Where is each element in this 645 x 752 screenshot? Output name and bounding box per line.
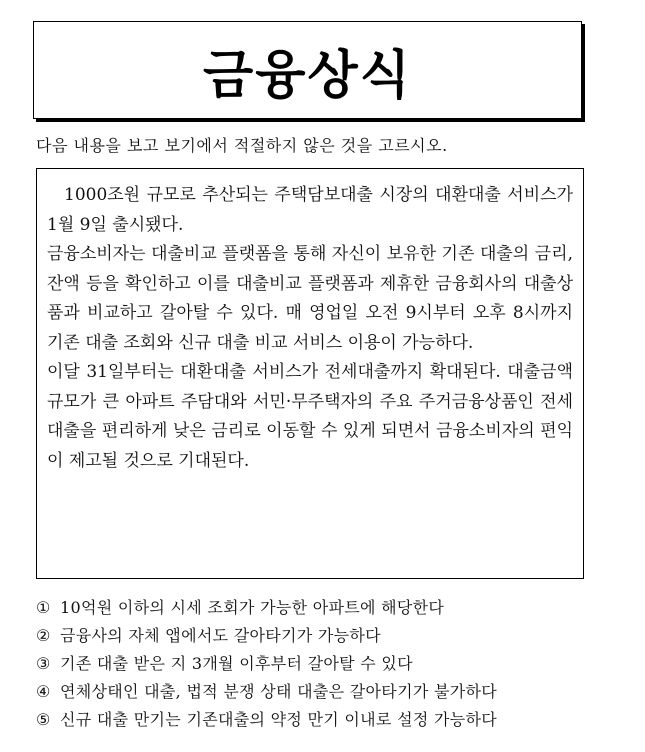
- title-box: [33, 21, 582, 119]
- option-number: ⑤: [36, 710, 51, 729]
- answer-options: [36, 594, 596, 734]
- option-number: ②: [36, 626, 51, 645]
- option-1[interactable]: [36, 594, 596, 622]
- option-text: 신규 대출 만기는 기존대출의 약정 만기 이내로 설정 가능하다: [60, 710, 497, 729]
- option-text: 10억원 이하의 시세 조회가 가능한 아파트에 해당한다: [60, 598, 445, 617]
- passage-paragraph-1: 1000조원 규모로 추산되는 주택담보대출 시장의 대환대출 서비스가 1월 9일 출시됐다.: [47, 185, 573, 235]
- passage-paragraph-2: 금융소비자는 대출비교 플랫폼을 통해 자신이 보유한 기존 대출의 금리, 잔액 등을 확인하고 이를 대출비교 플랫폼과 제휴한 금융회사의 대출상품과 비교하고 갈아탈 수 있다. 매 영업일 오전 9시부터 오후 8시까지 기존 대출 조회와 신규 대출 비교 서비스 이용이 가능하다.: [47, 244, 573, 353]
- option-number: ①: [36, 598, 51, 617]
- option-number: ③: [36, 654, 51, 673]
- option-text: 연체상태인 대출, 법적 분쟁 상태 대출은 갈아타기가 불가하다: [60, 682, 497, 701]
- passage-paragraph-3: 이달 31일부터는 대환대출 서비스가 전세대출까지 확대된다. 대출금액 규모가 큰 아파트 주담대와 서민·무주택자의 주요 주거금융상품인 전세대출을 편리하게 낮은 금리로 이동할 수 있게 되면서 금융소비자의 편익이 제고될 것으로 기대된다.: [47, 362, 573, 471]
- question-instruction: 다음 내용을 보고 보기에서 적절하지 않은 것을 고르시오.: [36, 136, 448, 155]
- option-4[interactable]: [36, 678, 596, 706]
- page-title: 금융상식: [203, 45, 412, 106]
- option-5[interactable]: [36, 706, 596, 734]
- passage-box: [36, 168, 584, 579]
- option-text: 기존 대출 받은 지 3개월 이후부터 갈아탈 수 있다: [60, 654, 413, 673]
- option-2[interactable]: [36, 622, 596, 650]
- option-3[interactable]: [36, 650, 596, 678]
- option-text: 금융사의 자체 앱에서도 갈아타기가 가능하다: [60, 626, 381, 645]
- option-number: ④: [36, 682, 51, 701]
